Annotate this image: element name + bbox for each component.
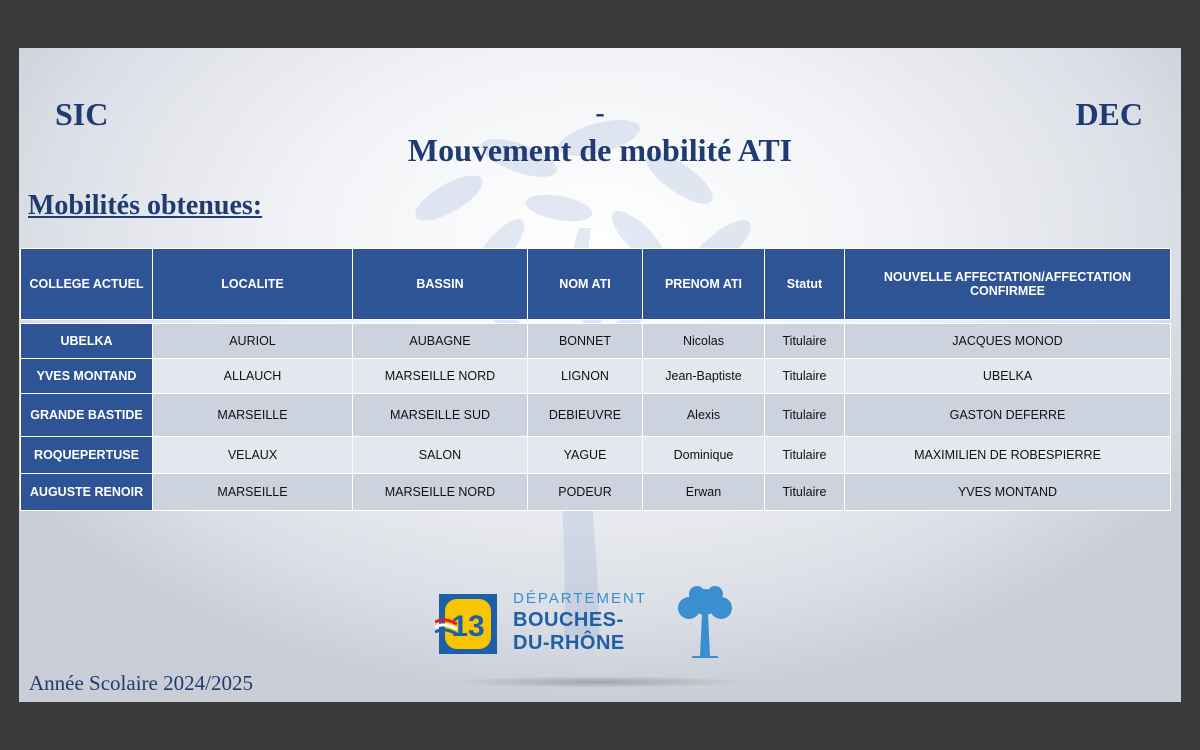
column-header: LOCALITE <box>153 249 353 320</box>
table-row <box>21 324 1171 359</box>
table-cell: MARSEILLE NORD <box>353 359 528 394</box>
table-cell: Alexis <box>643 394 765 437</box>
logo-line-1: BOUCHES- <box>513 609 624 631</box>
table-cell: UBELKA <box>845 359 1171 394</box>
table-cell: Titulaire <box>765 394 845 437</box>
table-cell: YAGUE <box>528 437 643 474</box>
table-row <box>21 359 1171 394</box>
table-cell: AUBAGNE <box>353 324 528 359</box>
table-cell: MAXIMILIEN DE ROBESPIERRE <box>845 437 1171 474</box>
table-cell: Erwan <box>643 474 765 511</box>
column-header: PRENOM ATI <box>643 249 765 320</box>
table-cell: ALLAUCH <box>153 359 353 394</box>
table-cell: AUGUSTE RENOIR <box>21 474 153 511</box>
column-header: COLLEGE ACTUEL <box>21 249 153 320</box>
table-row <box>21 474 1171 511</box>
table-cell: GRANDE BASTIDE <box>21 394 153 437</box>
table-cell: MARSEILLE <box>153 394 353 437</box>
badge-number: 13 <box>451 610 485 643</box>
table-cell: MARSEILLE NORD <box>353 474 528 511</box>
table-row <box>21 437 1171 474</box>
column-header: Statut <box>765 249 845 320</box>
table-cell: Titulaire <box>765 437 845 474</box>
logo-line-2: DU-RHÔNE <box>513 632 625 654</box>
table-cell: MARSEILLE SUD <box>353 394 528 437</box>
column-header: NOUVELLE AFFECTATION/AFFECTATION CONFIRMEE <box>845 249 1171 320</box>
table-cell: BONNET <box>528 324 643 359</box>
table-cell: DEBIEUVRE <box>528 394 643 437</box>
table-cell: Nicolas <box>643 324 765 359</box>
olive-tree-icon <box>669 584 741 658</box>
table-cell: YVES MONTAND <box>21 359 153 394</box>
department-logo <box>435 584 725 664</box>
table-cell: Titulaire <box>765 474 845 511</box>
table-cell: GASTON DEFERRE <box>845 394 1171 437</box>
header-right-label: DEC <box>1075 96 1143 132</box>
table-cell: MARSEILLE <box>153 474 353 511</box>
logo-departement-text: DÉPARTEMENT <box>513 590 647 607</box>
table-cell: Titulaire <box>765 359 845 394</box>
table-cell: PODEUR <box>528 474 643 511</box>
table-cell: JACQUES MONOD <box>845 324 1171 359</box>
school-year-label: Année Scolaire 2024/2025 <box>29 671 253 695</box>
table-cell: Jean-Baptiste <box>643 359 765 394</box>
column-header: BASSIN <box>353 249 528 320</box>
bouches-du-rhone-badge-icon <box>435 594 497 654</box>
slide <box>19 48 1181 702</box>
table-header-row <box>21 249 1171 320</box>
header-left-label: SIC <box>55 96 109 132</box>
logo-shadow <box>449 676 749 688</box>
table-cell: SALON <box>353 437 528 474</box>
table-cell: AURIOL <box>153 324 353 359</box>
table-cell: LIGNON <box>528 359 643 394</box>
table-cell: UBELKA <box>21 324 153 359</box>
page-title: Mouvement de mobilité ATI <box>407 132 793 168</box>
mobility-table <box>20 248 1171 511</box>
table-cell: YVES MONTAND <box>845 474 1171 511</box>
table-cell: ROQUEPERTUSE <box>21 437 153 474</box>
column-header: NOM ATI <box>528 249 643 320</box>
section-subtitle: Mobilités obtenues: <box>28 190 263 221</box>
table-cell: Dominique <box>643 437 765 474</box>
header-dash: - <box>595 98 605 129</box>
table-row <box>21 394 1171 437</box>
table-cell: Titulaire <box>765 324 845 359</box>
table-cell: VELAUX <box>153 437 353 474</box>
